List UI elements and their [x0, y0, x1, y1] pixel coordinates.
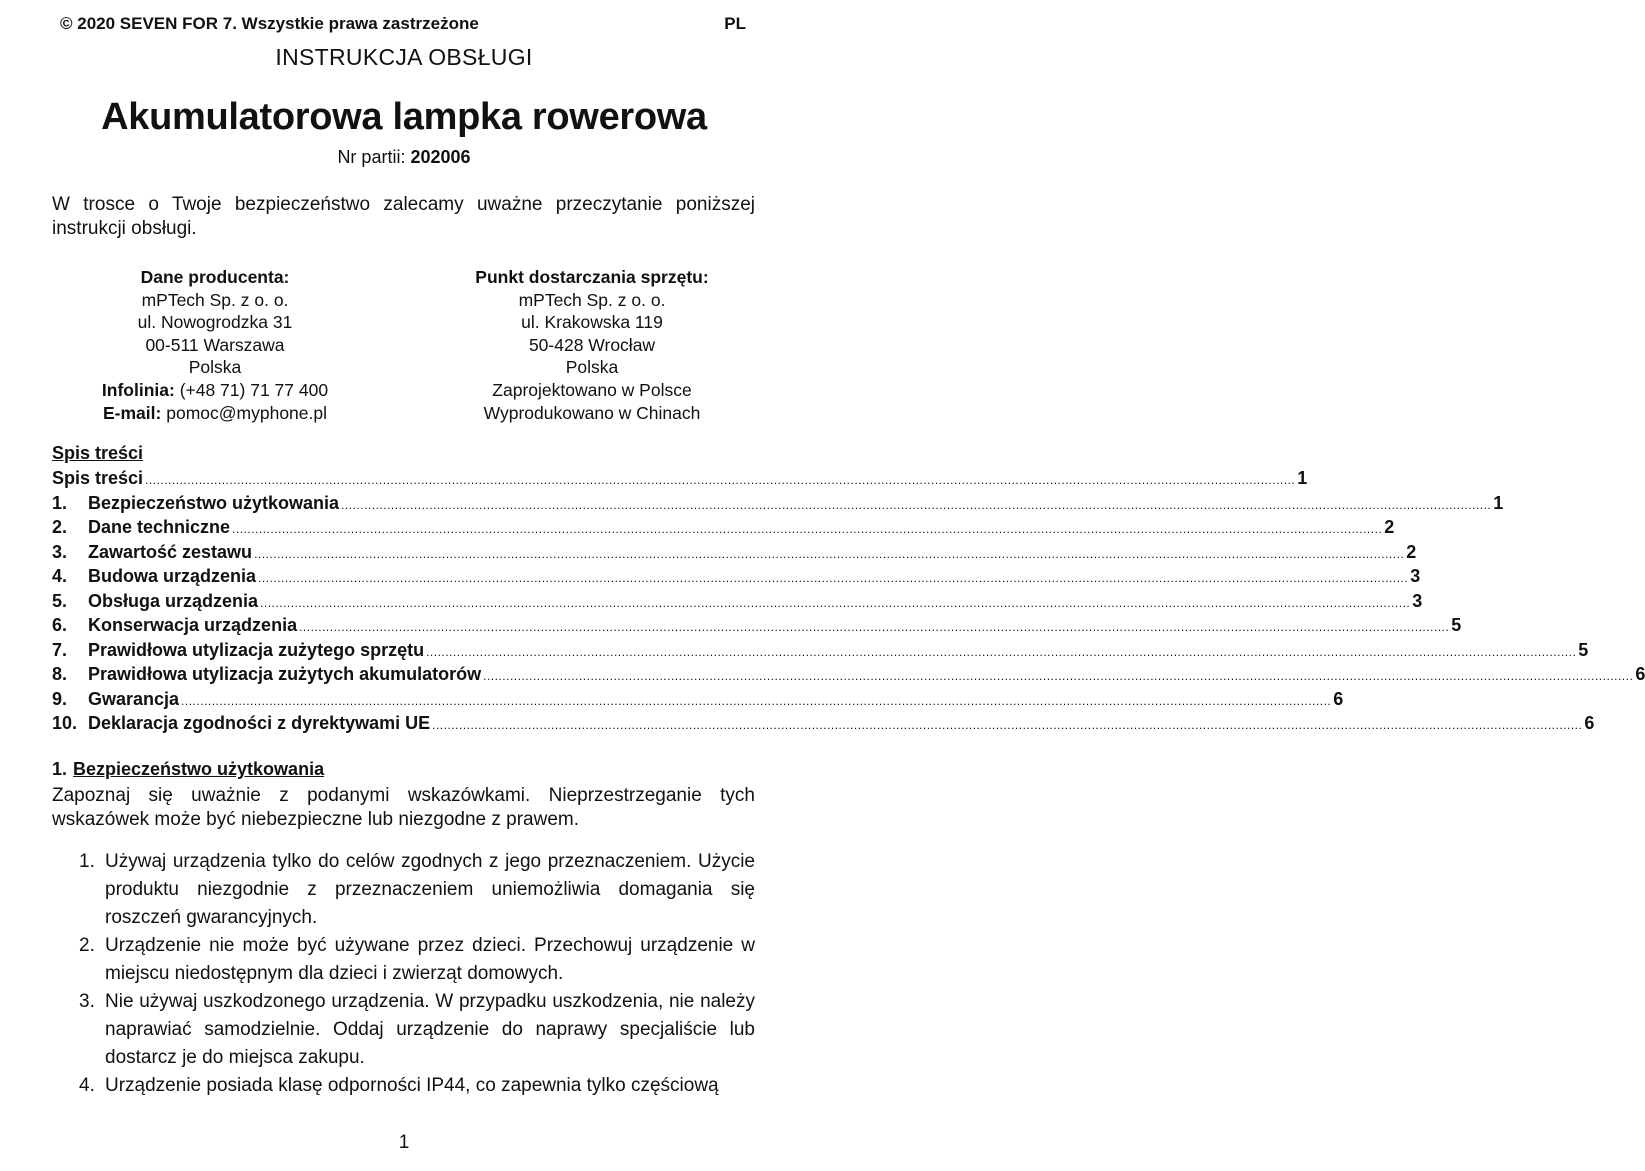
toc-entry[interactable]: [52, 491, 1504, 516]
phone-label: Infolinia:: [101, 379, 175, 400]
manufacturer-street: ul. Nowogrodzka 31: [137, 312, 293, 333]
toc-entry-label: Gwarancja: [88, 688, 180, 709]
toc-entry-number: 9.: [52, 688, 68, 709]
batch-number: [0, 147, 808, 168]
toc-entry-page: 6: [1635, 664, 1645, 684]
toc-entry-label: Prawidłowa utylizacja zużytych akumulatorów: [88, 664, 482, 684]
toc-entry-label: Budowa urządzenia: [88, 566, 257, 586]
toc-leader-dots: ............................................................................................................................................................................................................................................................................................................: [181, 693, 1332, 708]
list-item-number: 1.: [79, 851, 95, 872]
toc-entry-number: 5.: [52, 590, 68, 611]
delivery-country: Polska: [565, 357, 619, 378]
list-item-text: Urządzenie posiada klasę odporności IP44, co zapewnia tylko częściową: [105, 1075, 719, 1096]
list-item-number: 3.: [79, 991, 95, 1012]
toc-entry-page: 6: [1584, 713, 1595, 733]
delivery-heading: Punkt dostarczania sprzętu:: [475, 267, 709, 287]
toc-entry-page: 3: [1410, 566, 1421, 586]
made-in: Wyprodukowano w Chinach: [483, 402, 701, 423]
toc-entry-page: 6: [1333, 688, 1344, 709]
toc-entry-label: Konserwacja urządzenia: [88, 615, 298, 635]
toc-entry-page: 5: [1451, 615, 1462, 635]
toc-entry-label: Prawidłowa utylizacja zużytego sprzętu: [88, 639, 425, 660]
list-item: [52, 932, 755, 988]
toc-leader-dots: ............................................................................................................................................................................................................................................................................................................: [145, 473, 1296, 487]
section-title: Bezpieczeństwo użytkowania: [73, 759, 325, 779]
toc-entry[interactable]: [52, 711, 1595, 736]
list-item: [52, 1072, 755, 1100]
email-value[interactable]: pomoc@myphone.pl: [166, 402, 327, 423]
list-item-text: Używaj urządzenia tylko do celów zgodnych z jego przeznaczeniem. Użycie produktu niezgodnie z przeznaczeniem uniemożliwia domagania się roszczeń gwarancyjnych.: [105, 851, 755, 928]
intro-paragraph: W trosce o Twoje bezpieczeństwo zalecamy uważne przeczytanie poniższej instrukcji obsługi.: [52, 194, 755, 239]
copyright-notice: © 2020 SEVEN FOR 7. Wszystkie prawa zastrzeżone: [60, 14, 479, 33]
toc-entry[interactable]: [52, 515, 1395, 540]
toc-entry-page: 1: [1297, 468, 1308, 488]
toc-leader-dots: ............................................................................................................................................................................................................................................................................................................: [258, 571, 1409, 585]
manufacturer-city: 00-511 Warszawa: [145, 334, 285, 355]
batch-value: 202006: [410, 147, 471, 167]
toc-entry-number: 6.: [52, 615, 68, 635]
toc-entry-label: Dane techniczne: [88, 517, 231, 537]
list-item: [52, 988, 755, 1072]
toc-leader-dots: ............................................................................................................................................................................................................................................................................................................: [260, 595, 1411, 610]
toc-entry[interactable]: [52, 564, 1421, 589]
delivery-block: [422, 266, 762, 424]
toc-entry-label: Zawartość zestawu: [88, 541, 253, 562]
toc-entry[interactable]: [52, 638, 1589, 663]
toc-entry-label: Obsługa urządzenia: [88, 590, 259, 611]
toc-entry-number: 1.: [52, 492, 68, 513]
document-type: INSTRUKCJA OBSŁUGI: [275, 44, 533, 70]
toc-entry-page: 1: [1493, 492, 1504, 513]
batch-label: Nr partii:: [337, 147, 406, 167]
manufacturer-country: Polska: [188, 357, 242, 378]
designed-in: Zaprojektowano w Polsce: [492, 379, 692, 400]
toc-entry-page: 5: [1578, 639, 1589, 660]
delivery-city: 50-428 Wrocław: [528, 334, 656, 355]
toc-entry[interactable]: [52, 662, 1645, 687]
toc-entry[interactable]: [52, 687, 1344, 712]
list-item-text: Urządzenie nie może być używane przez dzieci. Przechowuj urządzenie w miejscu niedostępnym dla dzieci i zwierząt domowych.: [105, 935, 755, 984]
toc-entry[interactable]: [52, 466, 1308, 491]
list-item-number: 4.: [79, 1075, 95, 1096]
toc-entry[interactable]: [52, 540, 1417, 565]
phone-value: (+48 71) 71 77 400: [179, 379, 329, 400]
manufacturer-name: mPTech Sp. z o. o.: [141, 289, 289, 310]
delivery-street: ul. Krakowska 119: [521, 312, 663, 333]
toc-heading: Spis treści: [52, 443, 144, 463]
manufacturer-heading: Dane producenta:: [140, 267, 290, 287]
email-label: E-mail:: [103, 402, 162, 423]
delivery-name: mPTech Sp. z o. o.: [518, 289, 666, 310]
page-title: Akumulatorowa lampka rowerowa: [101, 96, 707, 138]
toc-entry-number: 8.: [52, 664, 68, 684]
toc-entry-page: 3: [1412, 590, 1423, 611]
toc-entry-page: 2: [1384, 517, 1395, 537]
list-item-number: 2.: [79, 935, 95, 956]
section-intro: Zapoznaj się uważnie z podanymi wskazówkami. Nieprzestrzeganie tych wskazówek może być niebezpieczne lub niezgodne z prawem.: [52, 785, 755, 830]
toc-entry-label: Bezpieczeństwo użytkowania: [88, 492, 340, 513]
toc-entry-number: 10.: [52, 713, 78, 733]
safety-rules-list: [52, 848, 755, 1100]
toc-leader-dots: ............................................................................................................................................................................................................................................................................................................: [232, 522, 1383, 536]
toc-entry-number: 3.: [52, 541, 68, 562]
toc-leader-dots: ............................................................................................................................................................................................................................................................................................................: [341, 497, 1492, 512]
toc-entry[interactable]: [52, 589, 1423, 614]
section-number: 1.: [52, 759, 68, 779]
manufacturer-email: [45, 402, 385, 425]
toc-entry-label: Deklaracja zgodności z dyrektywami UE: [88, 713, 431, 733]
toc-entry[interactable]: [52, 613, 1462, 638]
page-number: 1: [398, 1132, 410, 1153]
toc-leader-dots: ............................................................................................................................................................................................................................................................................................................: [426, 644, 1577, 659]
language-code: PL: [724, 14, 746, 33]
toc-entry-label: Spis treści: [52, 468, 144, 488]
toc-leader-dots: ............................................................................................................................................................................................................................................................................................................: [483, 669, 1634, 683]
section-heading: [52, 759, 324, 780]
manufacturer-phone: [45, 379, 385, 402]
table-of-contents: [52, 466, 1645, 736]
list-item: [52, 848, 755, 932]
toc-leader-dots: ............................................................................................................................................................................................................................................................................................................: [432, 718, 1583, 732]
list-item-text: Nie używaj uszkodzonego urządzenia. W przypadku uszkodzenia, nie należy naprawiać samodzielnie. Oddaj urządzenie do naprawy specjaliście lub dostarcz je do miejsca zakupu.: [105, 991, 755, 1068]
toc-leader-dots: ............................................................................................................................................................................................................................................................................................................: [254, 546, 1405, 561]
toc-entry-number: 2.: [52, 517, 68, 537]
manufacturer-block: [45, 266, 385, 424]
toc-entry-number: 7.: [52, 639, 68, 660]
toc-entry-page: 2: [1406, 541, 1417, 562]
toc-entry-number: 4.: [52, 566, 68, 586]
toc-leader-dots: ............................................................................................................................................................................................................................................................................................................: [299, 620, 1450, 634]
